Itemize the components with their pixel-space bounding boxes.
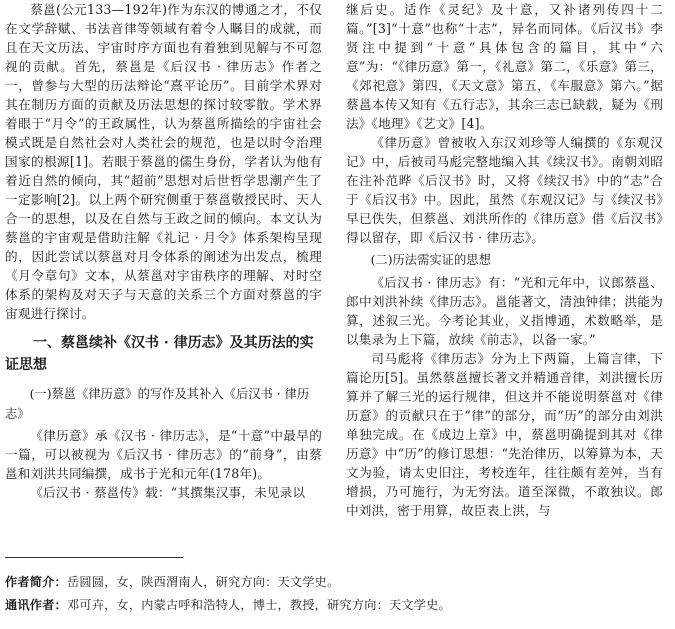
intro-paragraph: 蔡邕(公元133—192年)作为东汉的博通之才，不仅在文学辞赋、书法音律等领域有着令人瞩目的成就，而且在天文历法、宇宙时序方面也有着独到见解与不可忽视的贡献。首先，蔡邕是《后汉书 · 律历志》作者之一，曾参与大型的历法辩论“熹平论历”。目前学术界对其在制历方面的贡献及历法思想的探讨较零散。学术界着眼于“月令”的王政属性，认为蔡邕所描绘的宇宙社会模式既是自然社会对人类社会的规范，也是以时令治理国家的根源[1]。若眼于蔡邕的儒生身份，学者认为他有着近自然的倾向，其“超前”思想对后世哲学思潮产生了一定影响[2]。以上两个研究侧重于蔡邕敬授民时、天人合一的思想，以及在自然与王政之间的倾向。本文认为蔡邕的宇宙观是借助注解《礼记 · 月令》体系架构呈现的，因此尝试以蔡邕对月令体系的阐述为出发点，梳理《月令章句》文本，从蔡邕对宇宙秩序的理解、对时空体系的架构及对天子与天意的关系三个方面对蔡邕的宇宙观进行探讨。 <box>5 2 322 321</box>
paragraph-caiyong-biography-cont: 继后史。适作《灵纪》及十意，又补诸列传四十二篇。”[3]“十意”也称“十志”，异名而同体。《后汉书》李贤注中提到“十意”具体包含的篇目，其中“六意”为：“《律历意》第一，《礼意》第二，《乐意》第三，《郊祀意》第四，《天文意》第五，《车服意》第六。”据蔡邕本传又知有《五行志》，其余三志已缺载，疑为《刑法》《地理》《艺文》[4]。 <box>346 2 663 131</box>
paragraph-lvliyi: 《律历意》承《汉书 · 律历志》，是“十意”中最早的一篇，可以被视为《后汉书 · 律历志》的“前身”，由蔡邕和刘洪共同编撰，成书于光和元年(178年)。 <box>5 428 322 481</box>
paragraph-caiyong-biography-start: 《后汉书 · 蔡邕传》载：“其撰集汉事，未见录以 <box>30 485 306 500</box>
paragraph-dongguan-hanji: 《律历意》曾被收入东汉刘珍等人编撰的《东观汉记》中，后被司马彪完整地编入其《续汉书》。南朝刘昭在注补范晔《后汉书》时，又将《续汉书》中的“志”合于《后汉书》中。因此，虽然《东观汉记》与《续汉书》早已佚失，但蔡邕、刘洪所作的《律历意》借《后汉书》得以留存，即《后汉书 · 律历志》。 <box>346 135 663 245</box>
paragraph-houhanshu-quote: 《后汉书 · 律历志》有：“光和元年中，议郎蔡邕、郎中刘洪补续《律历志》。邕能著文，清浊钟律；洪能为算，述叙三光。今考论其业，义指博通，术数略举，是以集录为上下篇，放续《前志》，以备一家。” <box>346 275 663 347</box>
right-column <box>346 0 663 520</box>
paragraph-simabiao: 司马彪将《律历志》分为上下两篇，上篇言律，下篇论历[5]。虽然蔡邕擅长著文并精通音律，刘洪擅长历算并了解三光的运行规律，但这并不能说明蔡邕对《律历意》的贡献只在于“律”的部分，而“历”的部分由刘洪单独完成。在《成边上章》中，蔡邕明确提到其对《律历意》中“历”的修订思想：“先治律历，以筹算为本，天文为验，请太史旧注，考校连年，往往颇有差舛，当有增损，乃可施行，为无穷法。道至深微，不敢独议。郎中刘洪，密于用算，故臣表上洪，与 <box>346 351 663 518</box>
subsection-heading-2: (二)历法需实证的思想 <box>370 253 491 267</box>
subsection-heading-1: (一)蔡邕《律历意》的写作及其补入《后汉书 · 律历志》 <box>5 387 310 421</box>
corresponding-author-label: 通讯作者： <box>5 598 67 612</box>
footnotes <box>5 571 665 617</box>
footnote-divider <box>5 557 183 558</box>
corresponding-author-text: 邓可卉，女，内蒙古呼和浩特人，博士，教授，研究方向：天文学史。 <box>66 598 451 612</box>
section-heading: 一、蔡邕续补《汉书 · 律历志》及其历法的实证思想 <box>5 335 314 373</box>
left-column <box>5 0 322 502</box>
corresponding-author-note <box>5 594 665 617</box>
author-label: 作者简介： <box>5 575 67 589</box>
author-text: 岳圆圆，女，陕西渭南人，研究方向：天文学史。 <box>66 575 340 589</box>
author-note <box>5 571 665 594</box>
